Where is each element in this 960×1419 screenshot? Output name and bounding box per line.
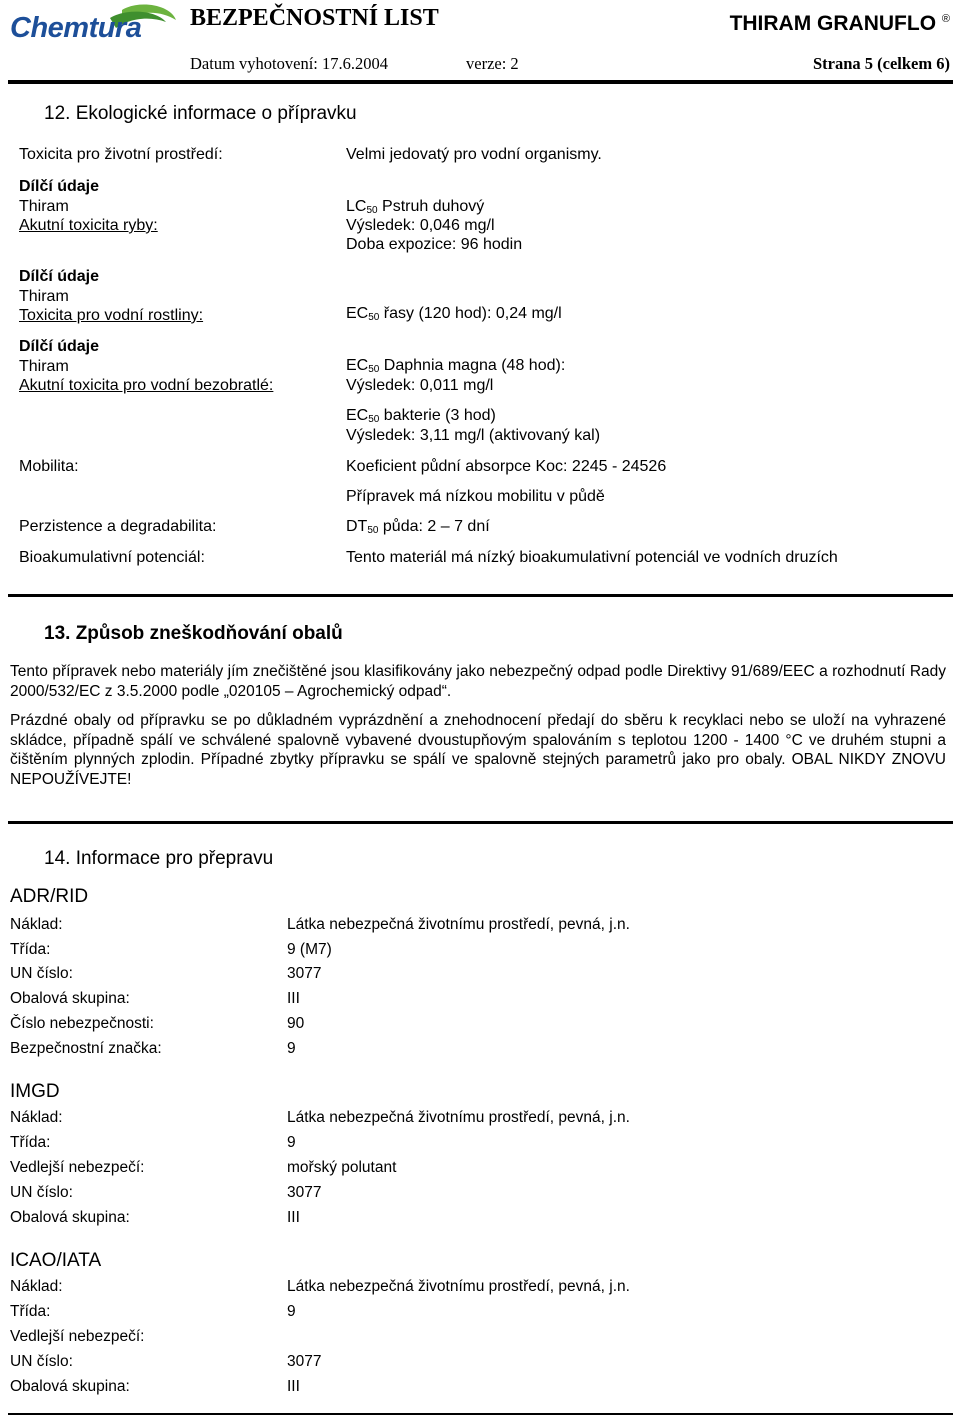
dt-sub: 50 (367, 525, 379, 536)
header-divider (8, 80, 953, 84)
invert-result: Výsledek: 0,011 mg/l (346, 377, 494, 394)
persistence-value (346, 517, 490, 536)
imdg-value: 9 (287, 1134, 296, 1151)
lc-sub: 50 (366, 205, 378, 216)
adr-label: Bezpečnostní značka: (10, 1040, 162, 1057)
ec-rest: Daphnia magna (48 hod): (379, 357, 566, 374)
ec-sub: 50 (368, 414, 380, 425)
issue-date: Datum vyhotovení: 17.6.2004 (190, 54, 388, 73)
fish-label: Akutní toxicita ryby: (19, 217, 158, 234)
ec-rest: řasy (120 hod): 0,24 mg/l (379, 305, 562, 322)
bioaccum-value: Tento materiál má nízký bioakumulativní potenciál ve vodních druzích (346, 549, 838, 566)
imdg-label: Obalová skupina: (10, 1209, 130, 1226)
adr-value: 9 (M7) (287, 941, 332, 958)
imdg-label: Náklad: (10, 1109, 63, 1126)
icao-heading: ICAO/IATA (10, 1250, 102, 1271)
section-14-title: 14. Informace pro přepravu (44, 848, 274, 869)
product-name (730, 6, 950, 37)
plants-ec50 (346, 304, 562, 323)
section-12-title: 12. Ekologické informace o přípravku (44, 103, 357, 124)
ec-sub: 50 (368, 364, 380, 375)
mobility-value: Koeficient půdní absorpce Koc: 2245 - 24526 (346, 458, 667, 475)
imdg-value: mořský polutant (287, 1159, 397, 1176)
bioaccum-label: Bioakumulativní potenciál: (19, 549, 205, 566)
env-tox-label: Toxicita pro životní prostředí: (19, 146, 223, 163)
imdg-heading: IMGD (10, 1081, 60, 1102)
product-name-text: THIRAM GRANUFLO (729, 12, 937, 35)
ec-prefix: EC (346, 305, 369, 322)
adr-label: Číslo nebezpečnosti: (10, 1015, 154, 1032)
plants-heading: Dílčí údaje (19, 268, 100, 285)
footer-divider (8, 1413, 953, 1415)
invert-label: Akutní toxicita pro vodní bezobratlé: (19, 377, 274, 394)
adr-value: 9 (287, 1040, 296, 1057)
logo-wordmark: Chemtura (10, 12, 142, 44)
icao-value: III (287, 1378, 300, 1395)
invert-substance: Thiram (19, 358, 69, 375)
adr-label: Obalová skupina: (10, 990, 130, 1007)
version: verze: 2 (466, 54, 519, 73)
lc-rest: Pstruh duhový (377, 198, 485, 215)
ec-rest: bakterie (3 hod) (379, 407, 496, 424)
dt-rest: půda: 2 – 7 dní (378, 518, 490, 535)
imdg-value: Látka nebezpečná životnímu prostředí, pevná, j.n. (287, 1109, 630, 1126)
invert-heading: Dílčí údaje (19, 338, 100, 355)
imdg-value: III (287, 1209, 300, 1226)
ec-sub: 50 (368, 312, 380, 323)
adr-heading: ADR/RID (10, 886, 89, 907)
mobility-note: Přípravek má nízkou mobilitu v půdě (346, 488, 605, 505)
icao-label: Třída: (10, 1303, 51, 1320)
adr-label: Třída: (10, 941, 51, 958)
invert-ec50 (346, 356, 565, 375)
adr-value: III (287, 990, 300, 1007)
section-13-divider (8, 821, 953, 824)
icao-value: Látka nebezpečná životnímu prostředí, pevná, j.n. (287, 1278, 630, 1295)
chemtura-logo (10, 2, 180, 54)
dt-prefix: DT (346, 518, 368, 535)
bacteria-ec50 (346, 406, 496, 425)
bacteria-result: Výsledek: 3,11 mg/l (aktivovaný kal) (346, 427, 601, 444)
disposal-paragraph-1: Tento přípravek nebo materiály jím znečištěné jsou klasifikovány jako nebezpečný odpad podle Direktivy 91/689/EEC a rozhodnutí Rady 2000/532/EC z 3.5.2000 podle „020105 – Agrochemický odpad“. (10, 663, 946, 700)
adr-value: 90 (287, 1015, 305, 1032)
icao-value: 3077 (287, 1353, 322, 1370)
page-number: Strana 5 (celkem 6) (812, 54, 950, 73)
fish-result: Výsledek: 0,046 mg/l (346, 217, 495, 234)
adr-value: Látka nebezpečná životnímu prostředí, pevná, j.n. (287, 916, 630, 933)
mobility-label: Mobilita: (19, 458, 79, 475)
ec-prefix: EC (346, 407, 369, 424)
plants-label: Toxicita pro vodní rostliny: (19, 307, 204, 324)
disposal-paragraph-2: Prázdné obaly od přípravku se po důkladném vyprázdnění a znehodnocení předají do sběru k recyklaci nebo se uloží na vyhrazené skládce, případně spálí ve schválené spalovně vybavené dvoustupňovým spalováním s teplotou 1200 - 1400 °C ve druhém stupni a čištěním plynných zplodin. Případné zbytky přípravku se spálí ve spalovně stejných parametrů jako pro obaly. OBAL NIKDY ZNOVU NEPOUŽÍVEJTE! (10, 712, 946, 788)
imdg-label: Vedlejší nebezpečí: (10, 1159, 145, 1176)
env-tox-value: Velmi jedovatý pro vodní organismy. (346, 146, 602, 163)
imdg-value: 3077 (287, 1184, 322, 1201)
fish-lc50 (346, 197, 484, 216)
fish-heading: Dílčí údaje (19, 178, 100, 195)
imdg-label: Třída: (10, 1134, 51, 1151)
icao-value: 9 (287, 1303, 296, 1320)
lc-prefix: LC (346, 198, 367, 215)
imdg-label: UN číslo: (10, 1184, 73, 1201)
icao-label: Vedlejší nebezpečí: (10, 1328, 145, 1345)
fish-substance: Thiram (19, 198, 69, 215)
document-title: BEZPEČNOSTNÍ LIST (190, 5, 439, 31)
adr-label: Náklad: (10, 916, 63, 933)
persistence-label: Perzistence a degradabilita: (19, 518, 217, 535)
icao-label: Náklad: (10, 1278, 63, 1295)
registered-mark: ® (941, 13, 950, 25)
section-13-title: 13. Způsob zneškodňování obalů (44, 623, 343, 644)
icao-label: UN číslo: (10, 1353, 73, 1370)
adr-label: UN číslo: (10, 965, 73, 982)
plants-substance: Thiram (19, 288, 69, 305)
ec-prefix: EC (346, 357, 369, 374)
section-12-divider (8, 594, 953, 597)
adr-value: 3077 (287, 965, 322, 982)
icao-label: Obalová skupina: (10, 1378, 130, 1395)
fish-exposure: Doba expozice: 96 hodin (346, 236, 523, 253)
